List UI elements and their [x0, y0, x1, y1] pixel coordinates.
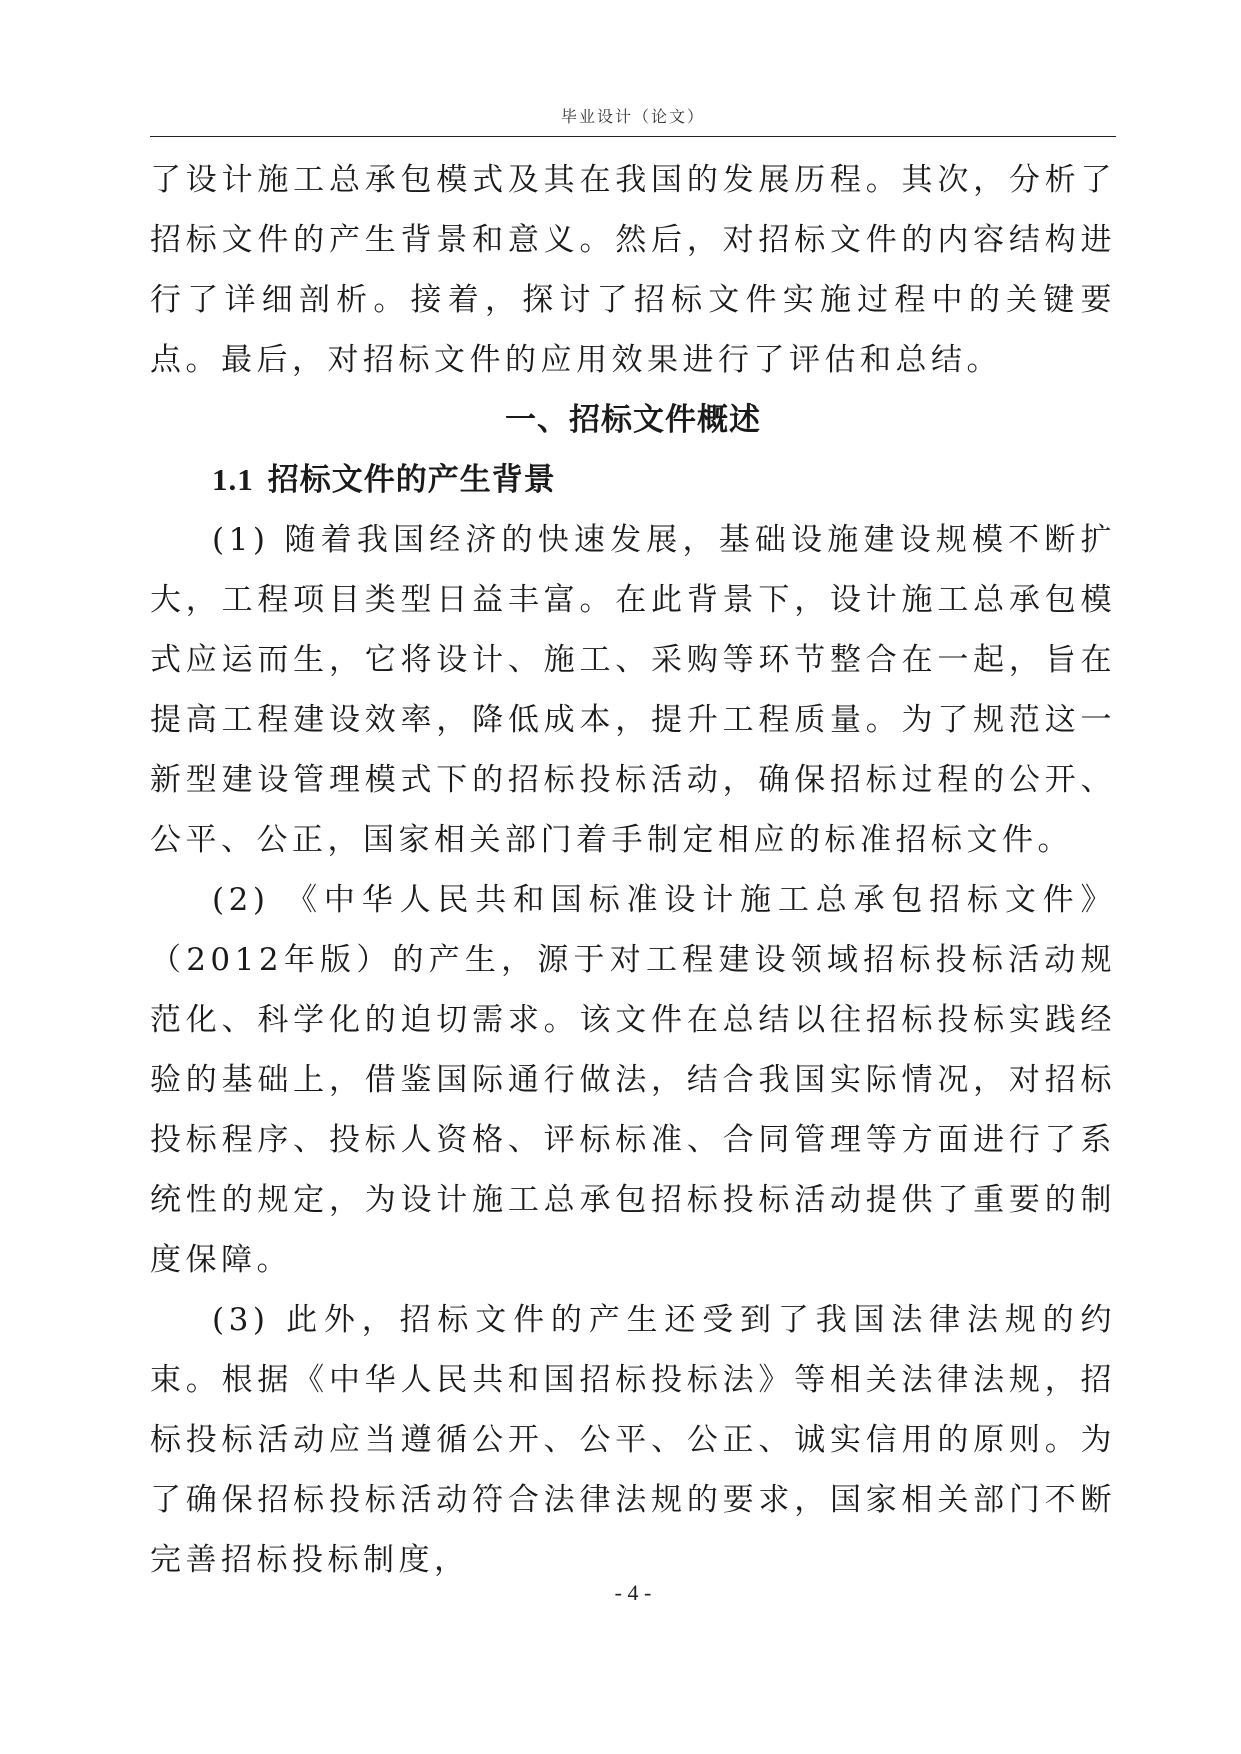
section-heading [150, 450, 1116, 510]
section-number: 1.1 [212, 462, 254, 497]
running-header: 毕业设计（论文） [560, 107, 705, 126]
intro-paragraph: 了设计施工总承包模式及其在我国的发展历程。其次，分析了招标文件的产生背景和意义。然后，对招标文件的内容结构进行了详细剖析。接着，探讨了招标文件实施过程中的关键要点。最后，对招标文件的应用效果进行了评估和总结。 [150, 162, 1116, 378]
document-body [150, 150, 1116, 1590]
paragraph-2: (2) 《中华人民共和国标准设计施工总承包招标文件》（2012年版）的产生，源于对工程建设领域招标投标活动规范化、科学化的迫切需求。该文件在总结以往招标投标实践经验的基础上，借鉴国际通行做法，结合我国实际情况，对招标投标程序、投标人资格、评标标准、合同管理等方面进行了系统性的规定，为设计施工总承包招标投标活动提供了重要的制度保障。 [150, 882, 1116, 1278]
header-divider [150, 136, 1116, 137]
paragraph-3: (3) 此外，招标文件的产生还受到了我国法律法规的约束。根据《中华人民共和国招标投标法》等相关法律法规，招标投标活动应当遵循公开、公平、公正、诚实信用的原则。为了确保招标投标活动符合法律法规的要求，国家相关部门不断完善招标投标制度， [150, 1302, 1116, 1578]
section-title-text: 招标文件的产生背景 [267, 462, 556, 498]
chapter-heading: 一、招标文件概述 [505, 402, 761, 438]
page-number: - 4 - [614, 1580, 652, 1605]
paragraph-1: (1) 随着我国经济的快速发展，基础设施建设规模不断扩大，工程项目类型日益丰富。在此背景下，设计施工总承包模式应运而生，它将设计、施工、采购等环节整合在一起，旨在提高工程建设效率，降低成本，提升工程质量。为了规范这一新型建设管理模式下的招标投标活动，确保招标过程的公开、公平、公正，国家相关部门着手制定相应的标准招标文件。 [150, 522, 1116, 858]
